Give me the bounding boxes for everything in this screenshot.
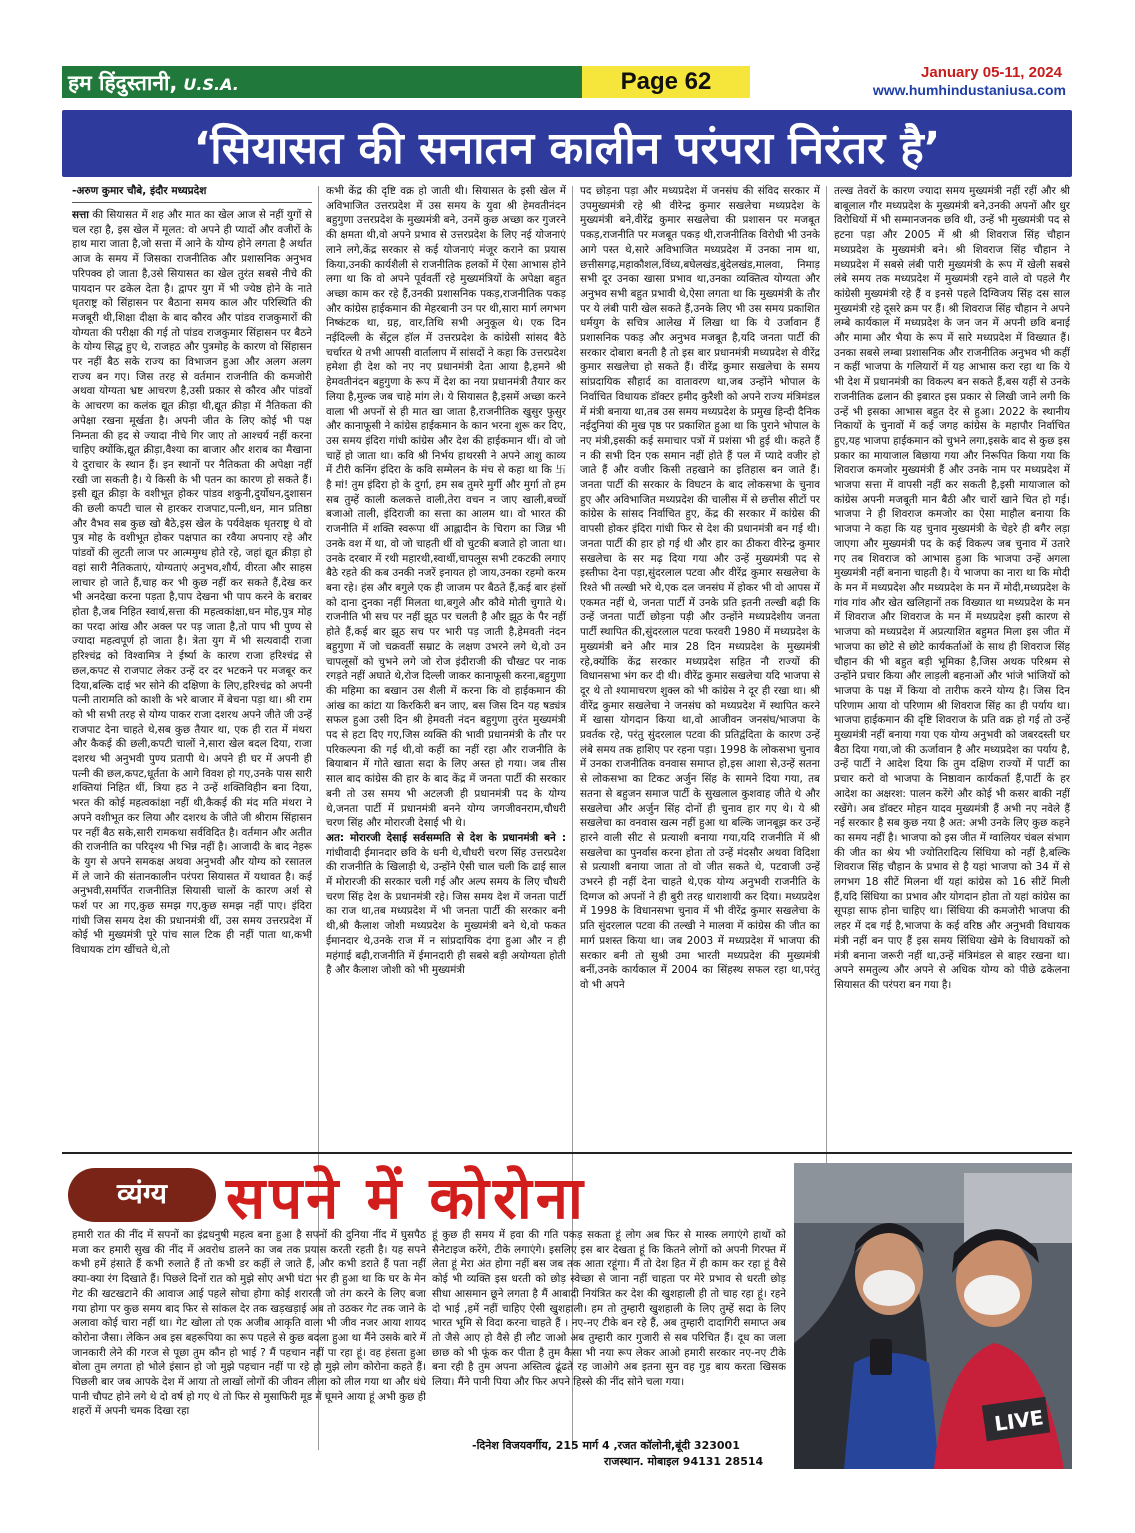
masthead-bar [62,66,582,98]
article-column-4 [834,184,1070,1148]
satire-column-1 [72,1228,426,1464]
lead-word: सत्ता [72,209,89,221]
article-headline: ‘सियासत की सनातन कालीन परंपरा निरंतर है’ [193,123,941,174]
article-subhead: अत: मोरारजी देसाई सर्वसम्मति से देश के प्रधानमंत्री बने : [326,831,566,844]
article-column-3-text: पद छोड़ना पड़ा और मध्यप्रदेश में जनसंघ की संविद सरकार में उपमुख्यमंत्री रहे श्री वीरेन्द्र कुमार सखलेचा मध्यप्रदेश के मुख्यमंत्री बने,वीरेंद्र कुमार सखलेचा की प्रशासन पर मजबूत पकड़,राजनीति पर मजबूत पकड़ थी,राजनीतिक विरोधी भी उनके आगे पस्त थे,सारे अविभाजित मध्यप्रदेश में उनका नाम था, छत्तीसगढ़,महाकौशल,विंध्य,बघेलखंड,बुंदेलखंड,मालवा, निमाड़ सभी दूर उनका खासा प्रभाव था,उनका व्यक्तित्व योग्यता और अनुभव सभी बहुत प्रभावी थे,ऐसा लगता था कि मुख्यमंत्री के तौर पर ये लंबी पारी खेल सकते हैं,उनके लिए भी उस समय प्रकाशित धर्मयुग के सचित्र आलेख में लिखा था कि ये उर्जावान हैं प्रशासनिक पकड़ और अनुभव मजबूत है,यदि जनता पार्टी की सरकार दोबारा बनती है तो इस बार प्रधानमंत्री मध्यप्रदेश से वीरेंद्र कुमार सखलेचा हो सकते हैं। वीरेंद्र कुमार सखलेचा के समय सांप्रदायिक सौहार्द का वातावरण था,जब उन्होंने भोपाल के निर्वाचित विधायक डॉक्टर हमीद कुरैशी को अपने राज्य मंत्रिमंडल में मंत्री बनाया था,तब उस समय मध्यप्रदेश के प्रमुख हिन्दी दैनिक नईदुनियां की मुख पृष्ठ पर प्रकाशित हुआ था कि पुराने भोपाल के नए मंत्री,इसकी कई समाचार पत्रों में प्रशंसा भी हुई थी। कहते हैं न की सभी दिन एक समान नहीं होते हैं पल में प्यादे वजीर हो जाते हैं और वजीर किसी तहखाने का इतिहास बन जाते हैं। जनता पार्टी की सरकार के विघटन के बाद लोकसभा के चुनाव हुए और अविभाजित मध्यप्रदेश की चालीस में से छत्तीस सीटों पर कांग्रेस के सांसद निर्वाचित हुए, केंद्र की सरकार में कांग्रेस की वापसी होकर इंदिरा गांधी फिर से देश की प्रधानमंत्री बन गई थी। जनता पार्टी की हार हो गई थी और हार का ठीकरा वीरेन्द्र कुमार सखलेचा के सर मढ़ दिया गया और उन्हें मुख्यमंत्री पद से इस्तीफा देना पड़ा,सुंदरलाल पटवा और वीरेंद्र कुमार सखलेचा के रिश्ते भी तल्खी भरे थे,एक दल जनसंघ में होकर भी वो आपस में एकमत नहीं थे, जनता पार्टी में उनके प्रति इतनी तल्खी बढ़ी कि उन्हें जनता पार्टी छोड़ना पड़ी और उन्होंने मध्यप्रदेशीय जनता पार्टी स्थापित की,सुंदरलाल पटवा फरवरी 1980 में मध्यप्रदेश के मुख्यमंत्री बने और मात्र 28 दिन मध्यप्रदेश के मुख्यमंत्री रहे,क्योंकि केंद्र सरकार मध्यप्रदेश सहित नौ राज्यों की विधानसभा भंग कर दी थी। वीरेंद्र कुमार सखलेचा यदि भाजपा से दूर थे तो श्यामाचरण शुक्ल को भी कांग्रेस ने दूर ही रखा था। श्री वीरेंद्र कुमार सखलेचा ने जनसंघ को मध्यप्रदेश में स्थापित करने में खासा योगदान किया था,वो आजीवन जनसंघ/भाजपा के प्रवर्तक रहे, परंतु सुंदरलाल पटवा की प्रतिद्वंदिता के कारण उन्हें लंबे समय तक हाशिए पर रहना पड़ा। 1998 के लोकसभा चुनाव में उनका राजनीतिक वनवास समाप्त हो,इस आशा से,उन्हें सतना से लोकसभा का टिकट अर्जुन सिंह के सामने दिया गया, तब सतना से बहुजन समाज पार्टी के सुखलाल कुशवाह जीते थे और सखलेचा और अर्जुन सिंह दोनों ही चुनाव हार गए थे। ये श्री सखलेचा का वनवास खत्म नहीं हुआ था बल्कि जानबूझ कर उन्हें हारने वाली सीट से प्रत्याशी बनाया गया,यदि राजनीति में श्री सखलेचा का पुनर्वास करना होता तो उन्हें मंदसौर अथवा विदिशा से प्रत्याशी बनाया जाता तो वो जीत सकते थे, पटवाजी उन्हें उभरने ही नहीं देना चाहते थे,एक योग्य अनुभवी राजनीति के दिग्गज को अपनों ने ही बुरी तरह धाराशायी कर दिया। मध्यप्रदेश में 1998 के विधानसभा चुनाव में भी वीरेंद्र कुमार सखलेचा के प्रति सुंदरलाल पटवा की तल्खी ने मालवा में कांग्रेस की जीत का मार्ग प्रशस्त किया था। जब 2003 में मध्यप्रदेश में भाजपा की सरकार बनी तो सुश्री उमा भारती मध्यप्रदेश की मुख्यमंत्री बनीं,उनके कार्यकाल में 2004 का सिंहस्थ सफल रहा था,परंतु वो भी अपने [580,185,820,991]
page-number: Page 62 [582,66,750,98]
article-column-4-text: तल्ख तेवरों के कारण ज्यादा समय मुख्यमंत्री नहीं रहीं और श्री बाबूलाल गौर मध्यप्रदेश के मुख्यमंत्री बने,उनकी अपनों और धुर विरोधियों में भी सम्मानजनक छवि थी, उन्हें भी मुख्यमंत्री पद से हटना पड़ा और 2005 में श्री श्री शिवराज सिंह चौहान मध्यप्रदेश के मुख्यमंत्री बने। श्री शिवराज सिंह चौहान ने मध्यप्रदेश में सबसे लंबी पारी मुख्यमंत्री के रूप में खेली सबसे लंबे समय तक मध्यप्रदेश में मुख्यमंत्री रहने वाले वो पहले गैर कांग्रेसी मुख्यमंत्री रहे हैं व इनसे पहले दिग्विजय सिंह दस साल मुख्यमंत्री रहे दूसरे क्रम पर हैं। श्री शिवराज सिंह चौहान ने अपने लम्बे कार्यकाल में मध्यप्रदेश के जन जन में अपनी छवि बनाई और मामा और भैया के रूप में सारे मध्यप्रदेश में विख्यात हैं। उनका सबसे लम्बा प्रशासनिक और राजनीतिक अनुभव भी कहीं न कहीं भाजपा के गलियारों में यह आभास करा रहा था कि ये भी देश में प्रधानमंत्री का विकल्प बन सकते हैं,बस यहीं से उनके राजनीतिक ढलान की इबारत इस प्रकार से लिखी जाने लगी कि उन्हें भी इसका आभास बहुत देर से हुआ। 2022 के स्थानीय निकायों के चुनावों में कई जगह कांग्रेस के महापौर निर्वाचित हुए,यह भाजपा हाईकमान को चुभने लगा,इसके बाद से कुछ इस प्रकार का मायाजाल बिछाया गया और निरूपित किया गया कि शिवराज कमजोर मुख्यमंत्री हैं और उनके नाम पर मध्यप्रदेश में भाजपा सत्ता में वापसी नहीं कर सकती है,इसी मायाजाल को कांग्रेस अपनी मजबूती मान बैठी और चारों खाने चित हो गई। भाजपा ने ही शिवराज कमजोर का ऐसा माहौल बनाया कि भाजपा ने कहा कि यह चुनाव मुख्यमंत्री के चेहरे ही बगैर लड़ा जाएगा और मुख्यमंत्री पद के कई विकल्प जब चुनाव में उतारे गए तब शिवराज को आभास हुआ कि भाजपा उन्हें अगला मुख्यमंत्री नहीं बनाना चाहती है। ये भाजपा का नारा था कि मोदी के मन में मध्यप्रदेश और मध्यप्रदेश के मन में मोदी,मध्यप्रदेश के गांव गांव और खेत खलिहानों तक विख्यात था मध्यप्रदेश के मन में शिवराज और शिवराज के मन में मध्यप्रदेश इसी कारण से भाजपा को मध्यप्रदेश में अप्रत्याशित बहुमत मिला इस जीत में भाजपा का छोटे से छोटे कार्यकर्ताओं के साथ ही शिवराज सिंह चौहान की भी बहुत बड़ी भूमिका है,जिस अथक परिश्रम से उन्होंने प्रचार किया और लाड़ली बहनाओं और भांजे भांजियों को भाजपा के पक्ष में किया वो तारीफ करने योग्य है। जिस दिन परिणाम आया वो परिणाम श्री शिवराज सिंह का ही पर्याय था। भाजपा हाईकमान की दृष्टि शिवराज के प्रति वक्र हो गई तो उन्हें मुख्यमंत्री नहीं बनाया गया एक योग्य अनुभवी को जबरदस्ती घर बैठा दिया गया,जो की ऊर्जावान है और मध्यप्रदेश का पर्याय है, उन्हें पार्टी ने आदेश दिया कि तुम दक्षिण राज्यों में पार्टी का प्रचार करो वो भाजपा के निष्ठावान कार्यकर्ता हैं,पार्टी के हर आदेश का अक्षरश: पालन करेंगे और कोई भी कसर बाकी नहीं रखेंगे। अब डॉक्टर मोहन यादव मुख्यमंत्री हैं अभी नए नवेले हैं नई सरकार है सब कुछ नया है अत: अभी उनके लिए कुछ कहने का समय नहीं है। भाजपा को इस जीत में ग्वालियर चंबल संभाग की जीत का श्रेय भी ज्योतिरादित्य सिंधिया को नहीं है,बल्कि शिवराज सिंह चौहान के प्रभाव से है यहां भाजपा को 34 में से लगभग 18 सीटें मिलना थीं यहां कांग्रेस को 16 सीटें मिली हैं,यदि सिंधिया का प्रभाव और योगदान होता तो यहां कांग्रेस का सूपड़ा साफ होना चाहिए था। सिंधिया की कमजोरी भाजपा की लहर में दब गई है,भाजपा के कई वरिष्ठ और अनुभवी विधायक मंत्री नहीं बन पाए हैं इस समय सिंधिया खेमे के विधायकों को मंत्री बनाना जरूरी नहीं था,उन्हें मंत्रिमंडल से बाहर रखना था। अपने समतुल्य और अपने से अधिक योग्य को पीछे ढकेलना सियासत की परंपरा बन गया है। [834,185,1070,991]
article-column-2 [326,184,566,1148]
author-credit-line-1: -दिनेश विजयवर्गीय, 215 मार्ग 4 ,रजत कॉलोनी,बूंदी 323001 [472,1439,740,1452]
article-column-2-tail: गांधीवादी ईमानदार छवि के धनी थे,चौधरी चरण सिंह उत्तरप्रदेश की राजनीति के खिलाड़ी थे, उन्होंने ऐसी चाल चली कि ढाई साल में मोरारजी की सरकार चली गई और अल्प समय के लिए चौधरी चरण सिंह देश के प्रधानमंत्री रहे। जिस समय देश में जनता पार्टी का राज था,तब मध्यप्रदेश में भी जनता पार्टी की सरकार बनी थी,श्री कैलाश जोशी मध्यप्रदेश के मुख्यमंत्री बने थे,वो फकत ईमानदार थे,उनके राज में न सांप्रदायिक दंगा हुआ और न ही महंगाई बढ़ी,राजनीति में ईमानदारी ही सबसे बड़ी अयोग्यता होती है और कैलाश जोशी को भी मुख्यमंत्री [326,846,566,977]
photo-illustration [794,1163,1072,1469]
paper-name-text: हम हिंदुस्तानी, [68,71,178,95]
masked-women-photo [794,1163,1072,1469]
article-column-1-text: की सियासत में शह और मात का खेल आज से नहीं युगों से चल रहा है, इस खेल में मूलत: वो अपने ही प्यादों और वजीरों के हाथ मारा जाता है,जो सत्ता में आने के योग्य होने लगता है अर्थात आज के समय में जिसका राजनीतिक और प्रशासनिक अनुभव परिपक्व हो जाता है,उसे सियासत का खेल तुरंत सबसे नीचे की पायदान पर ढकेल देता है। द्वापर युग में भी ज्येष्ठ होने के नाते धृतराष्ट्र को सिंहासन पर बैठाना समय काल और परिस्थिति की मजबूरी थी,शिक्षा दीक्षा के बाद कौरव और पांडव राजकुमारों की योग्यता की परीक्षा की गई तो पांडव राजकुमार सिंहासन पर बैठने के योग्य सिद्ध हुए थे, राजहठ और पुत्रमोह के कारण वो सिंहासन पर नहीं बैठ सके राज्य का विभाजन हुआ और अलग अलग राज्य बन गए। जिस तरह से वर्तमान राजनीति की कमजोरी अथवा योग्यता भ्रष्ट आचरण है,उसी प्रकार से कौरव और पांडवों के आचरण का कलंक द्यूत क्रीड़ा थी,द्यूत क्रीड़ा में नैतिकता की अपेक्षा रखना मूर्खता है। अपनी जीत के लिए कोई भी पक्ष निम्नता की हद से ज्यादा नीचे गिर जाए तो आश्चर्य नहीं करना चाहिए क्योंकि,द्यूत क्रीड़ा,वैश्या का बाजार और शराब का मैखाना ये दुराचार के स्थान हैं। इन स्थानों पर नैतिकता की अपेक्षा नहीं रखी जा सकती है। ये किसी के भी पतन का कारण हो सकते हैं। इसी द्यूत क्रीड़ा के वशीभूत होकर पांडव शकुनी,दुर्योधन,दुशासन की छली कपटी चाल से हारकर राजपाट,पत्नी,धन, मान प्रतिष्ठा और वैभव सब कुछ खो बैठे,इस खेल के पर्यवेक्षक धृतराष्ट्र थे वो पुत्र मोह के वशीभूत होकर पक्षपात का रवैया अपनाए रहे और पांडवों की लुटती लाज पर आत्ममुग्ध होते रहे, जहां द्यूत क्रीड़ा हो वहां सारी नैतिकताएं, योग्यताएं अनुभव,शौर्य, वीरता और साहस लाचार हो जाते हैं,चाह कर भी कुछ नहीं कर सकते हैं,देख कर भी अनदेखा करना पड़ता है,पाप देखना भी पाप करने के बराबर होता है,जब निहित स्वार्थ,सत्ता की महत्वकांक्षा,धन मोह,पुत्र मोह का परदा आंख और अक्ल पर पड़ जाता है,तो पाप भी पुण्य से ज्यादा महत्वपूर्ण हो जाता है। त्रेता युग में भी सत्यवादी राजा हरिश्चंद्र को विश्वामित्र ने ईर्ष्या के कारण राजा हरिश्चंद्र से छल,कपट से राजपाट लेकर उन्हें दर दर भटकने पर मजबूर कर दिया,बल्कि दाई भर सोने की दक्षिणा के लिए,हरिश्चंद्र को अपनी पत्नी तारामति को काशी के भरे बाजार में बेचना पड़ा था। श्री राम को भी सभी तरह से योग्य पाकर राजा दशरथ अपने जीते जी उन्हें राजपाट देना चाहते थे,सब कुछ तैयार था, एक ही रात में मंथरा और कैकई की छली,कपटी चालों ने,सारा खेल बदल दिया, राजा दशरथ भी अनुभवी पुण्य प्रतापी थे। अपने ही घर में अपनी ही पत्नी की छल,कपट,धूर्तता के आगे विवश हो गए,उनके पास सारी शक्तियां निहित थीं, त्रिया हठ ने उन्हें शक्तिविहीन बना दिया, भरत की कोई महत्वकांक्षा नहीं थी,कैकई की मंद मति मंथरा ने अपने वशीभूत कर लिया और दशरथ के जीते जी श्रीराम सिंहासन पर नहीं बैठ सके,सारी रामकथा सर्वविदित है। वर्तमान और अतीत की राजनीति का परिदृश्य भी भिन्न नहीं है। आजादी के बाद नेहरू के युग से अपने समकक्ष अथवा अनुभवी और योग्य को रसातल में ले जाने की संतानकालीन परंपरा सियासत में यथावत है। कई अनुभवी,समर्पित राजनीतिज्ञ सियासी चालों के कारण अर्श से फर्श पर आ गए,कुछ समझ गए,कुछ समझ नहीं पाए। इंदिरा गांधी जिस समय देश की प्रधानमंत्री थीं, उस समय उत्तरप्रदेश में कोई भी मुख्यमंत्री पूरे पांच साल टिक ही नहीं पाता था,कभी विधायक टांग खींचते थे,तो [72,209,312,957]
satire-column-1-text: हमारी रात की नींद में सपनों का इंद्रधनुषी महत्व बना हुआ है सपनों की दुनिया नींद में घुसपैठ मजा कर हमारी सुख की नींद में अवरोध डालने का जब तक प्रयास करती रहती है। यह सपने कभी हमें हंसाते हैं कभी रुलाते हैं तो कभी डर कहीं ले जाते हैं, और कभी डराते हैं पता नहीं क्या-क्या रंग दिखाते हैं। पिछले दिनों रात को मुझे सोए अभी घंटा भर ही हुआ था कि घर के मेन गेट की खटखटाने की आवाज आई पहले सोचा होगा कोई शरारती जो तंग करने के लिए बजा गया होगा पर कुछ समय बाद फिर से सांकल देर तक खड़खड़ाई अब तो उठकर गेट तक जाने के अलावा कोई चारा नहीं था। गेट खोला तो एक अजीब आकृति वाला भी जीव नजर आया शायद कोरोना जैसा। लेकिन अब इस बहरूपिया का रूप पहले से कुछ बदला हुआ था मैंने उसके बारे में जानकारी लेने की गरज से पूछा तुम कौन हो भाई ? मैं पहचान नहीं पा रहा हूं। वह हंसता हुआ बोला तुम लगता हो भोले इंसान हो जो मुझे पहचान नहीं पा रहे हो मुझे लोग कोरोना कहते हैं। पिछली बार जब आपके देश में आया तो लाखों लोगों की जीवन लीला को लील गया था और धंधे पानी चौपट होने लगे थे दो वर्ष हो गए थे तो फिर से मुसाफिरी मूड में घूमने आया हूं अभी कुछ ही शहरों में अपनी चमक दिखा रहा [72,1229,426,1418]
website-link[interactable]: www.humhindustaniusa.com [872,82,1066,98]
article-byline: -अरुण कुमार चौबे, इंदौर मध्यप्रदेश [72,184,312,203]
article-column-3 [580,184,820,1148]
shirt-print-text: LIVE [992,1405,1046,1436]
satire-badge: व्यंग्य [68,1168,216,1222]
satire-column-2 [432,1228,786,1438]
article-column-2-text: कभी केंद्र की दृष्टि वक्र हो जाती थी। सियासत के इसी खेल में अविभाजित उत्तरप्रदेश में उस समय के युवा श्री हेमवतीनंदन बहुगुणा उत्तरप्रदेश के मुख्यमंत्री बने, उनमें कुछ अच्छा कर गुजरने की क्षमता थी,वो अपने प्रभाव से उत्तरप्रदेश के लिए नई योजनाएं लाने लगे,केंद्र सरकार से कई योजनाएं मंजूर कराने का प्रयास किया,उनकी कार्यशैली से राजनीतिक हलकों में ऐसा आभास होने लगा था कि वो अपने पूर्ववर्ती रहे मुख्यमंत्रियों के अपेक्षा बहुत अच्छा काम कर रहे हैं,उनकी प्रशासनिक पकड़,राजनीतिक पकड़ और कांग्रेस हाईकमान की मेहरबानी उन पर थी,सारा मार्ग लगभग निष्कंटक था, ग्रह, वार,तिथि सभी अनुकूल थे। एक दिन नईदिल्ली के सेंट्रल हॉल में उत्तरप्रदेश के कांग्रेसी सांसद बैठे चर्चारत थे तभी आपसी वार्तालाप में सांसदों ने कहा कि उत्तरप्रदेश हमेशा ही देश को नए नए प्रधानमंत्री देता आया है,हमने श्री हेमवतीनंदन बहुगुणा के रूप में देश का नया प्रधानमंत्री तैयार कर लिया है,मुल्क जब चाहे मांग ले। ये सियासत है,इसमें अच्छा करने वाला भी अपनों से ही मात खा जाता है,राजनीतिक खुसुर फुसुर और कानाफूसी ने कांग्रेस हाईकमान के कान भरना शुरू कर दिए, उस समय इंदिरा गांधी कांग्रेस और देश की हाईकमान थीं। वो जो चाहें हो जाता था। कवि श्री निर्भय हाथरसी ने अपने आशु काव्य में टीरी कनिंग इंदिरा के कवि सम्मेलन के मंच से कहा था कि 卐 है मां! तुम इंदिरा हो के दुर्गा, हम सब तुमरे मुर्गी और मुर्गा तो हम सब तुम्हें काली कलकत्ते वाली,तेरा वचन न जाए खाली,बच्चों बजाओ ताली, इंदिराजी का सत्ता का आलम था। वो भारत की राजनीति में शक्ति स्वरूपा थीं आह्लादीन के चिराग का जिन्न भी उनके वश में था, वो जो चाहती थीं वो चुटकी बजाते हो जाता था। उनके दरबार में रथी महारथी,स्वार्थी,चापलूस सभी टकटकी लगाए बैठे रहते की कब उनकी नजरें इनायत हो जाय,उनका रहमो करम बना रहे। हंस और बगुले एक ही जाजम पर बैठते हैं,कई बार हंसों को दाना दुनका नहीं मिलता था,बगुले और कौवे मोती चुगाते थे। राजनीति भी सच पर नहीं झूठ पर चलती है और झूठ के पैर नहीं होते हैं,कई बार झूठ सच पर भारी पड़ जाती है,हेमवती नंदन बहुगुणा में जो चक्रवर्ती सम्राट के लक्षण उभरने लगे थे,वो उन चापलूसों को चुभने लगे जो रोज इंदीराजी की चौखट पर नाक रगड़ते नहीं अघाते थे,रोज दिल्ली जाकर कानाफूसी करना,बहुगुणा की महिमा का बखान उस शैली में करना कि वो हाईकमान की आंख का कांटा या किरकिरी बन जाए, बस जिस दिन यह षड्यंत्र सफल हुआ उसी दिन श्री हेमवती नंदन बहुगुणा तुरंत मुख्यमंत्री पद से हटा दिए गए,जिस व्यक्ति की भावी प्रधानमंत्री के तौर पर परिकल्पना की गई थी,वो कहीं का नहीं रहा और राजनीति के बियाबान में गोते खाता सदा के लिए अस्त हो गया। जब तीस साल बाद कांग्रेस की हार के बाद केंद्र में जनता पार्टी की सरकार बनी तो उस समय भी अटलजी ही प्रधानमंत्री पद के योग्य थे,जनता पार्टी में प्रधानमंत्री बनने योग्य जगजीवनराम,चौधरी चरण सिंह और मोरारजी देसाई भी थे। [326,185,566,830]
author-credit-line-2: राजस्थान. मोबाइल 94131 28514 [604,1455,764,1468]
masthead [62,66,1072,100]
section-divider [62,1152,1072,1154]
issue-date: January 05-11, 2024 [921,64,1062,81]
satire-column-2-text: हूं कुछ ही समय में हवा की गति पकड़ सकता हूं लोग अब फिर से मास्क लगाएंगे हाथों को सैनेटाइज करेंगे, टीके लगाएंगे। इसलिए इस बार देखता हूं कि कितने लोगों को अपनी गिरफ्त में लेता हूं मेरा अंत होगा नहीं बस जब तक आता रहूंगा। मैं तो देश हित में ही काम कर रहा हूं वैसे कोई भी व्यक्ति इस धरती को छोड़ स्वेच्छा से जाना नहीं चाहता पर मेरे प्रभाव से धरती छोड़ सीधा आसमान छूने लगता है मैं आबादी नियंत्रित कर देश की खुशहाली ही तो चाह रहा हूं। रहने दो भाई ,हमें नहीं चाहिए ऐसी खुशहाली। हम तो तुम्हारी खुशहाली के लिए तुम्हें सदा के लिए भारत भूमि से विदा करना चाहते हैं । नए-नए टीके बन रहे हैं, अब तुम्हारी दादागिरी समाप्त अब तो जैसे आए हो वैसे ही लौट जाओ अब तुम्हारी कार गुजारी से सब परिचित हैं। दूध का जला छाछ को भी फूंक कर पीता है तुम कैसा भी नया रूप लेकर आओ हमारी सरकार नए-नए टीके बना रही है तुम अपना अस्तित्व ढूंढते रह जाओगे अब इतना सुन वह गुड़ बाय करता खिसक लिया। मैंने पानी पिया और फिर अपने हिस्से की नींद सोने चला गया। [432,1229,786,1389]
headline-banner [62,110,1072,177]
article-column-1 [72,208,312,1148]
paper-name [68,69,239,97]
paper-suffix: U.S.A. [183,75,239,94]
satire-headline: सपने में कोरोना [226,1164,587,1232]
